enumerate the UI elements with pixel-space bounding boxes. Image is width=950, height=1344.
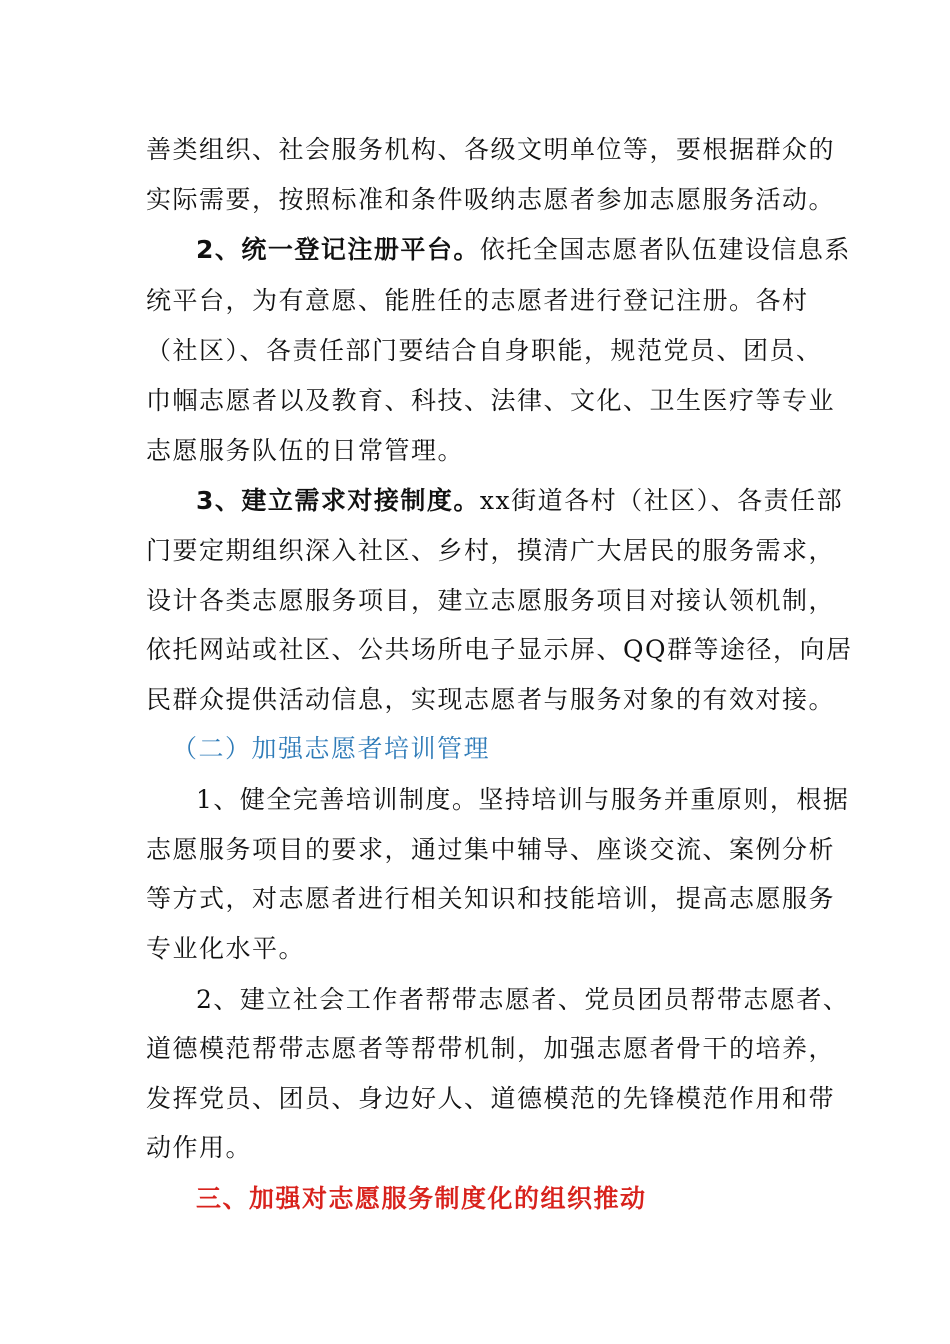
subheading: （二）加强志愿者培训管理 xyxy=(172,734,491,763)
paragraph-line: 志愿服务队伍的日常管理。 xyxy=(146,436,465,465)
paragraph-line: 动作用。 xyxy=(146,1133,253,1162)
paragraph-line: 道德模范帮带志愿者等帮带机制，加强志愿者骨干的培养， xyxy=(146,1034,836,1063)
paragraph-line xyxy=(196,486,843,516)
item-text: xx街道各村（社区）、各责任部 xyxy=(479,486,844,515)
section-heading: 三、加强对志愿服务制度化的组织推动 xyxy=(196,1184,647,1213)
paragraph-line: 1、健全完善培训制度。坚持培训与服务并重原则，根据 xyxy=(196,785,850,814)
paragraph-line: 民群众提供活动信息，实现志愿者与服务对象的有效对接。 xyxy=(146,685,836,714)
item-title: 2、统一登记注册平台。 xyxy=(196,235,480,264)
paragraph-line: 统平台，为有意愿、能胜任的志愿者进行登记注册。各村 xyxy=(146,286,809,315)
paragraph-line: （社区）、各责任部门要结合自身职能，规范党员、团员、 xyxy=(146,336,823,365)
paragraph-line: 善类组织、社会服务机构、各级文明单位等，要根据群众的 xyxy=(146,135,836,164)
paragraph-line: 依托网站或社区、公共场所电子显示屏、QQ群等途径，向居 xyxy=(146,635,853,664)
item-title: 3、建立需求对接制度。 xyxy=(196,486,480,515)
paragraph-line xyxy=(196,235,851,265)
paragraph-line: 巾帼志愿者以及教育、科技、法律、文化、卫生医疗等专业 xyxy=(146,386,836,415)
item-text: 依托全国志愿者队伍建设信息系 xyxy=(479,235,851,264)
paragraph-line: 实际需要，按照标准和条件吸纳志愿者参加志愿服务活动。 xyxy=(146,185,836,214)
paragraph-line: 等方式，对志愿者进行相关知识和技能培训，提高志愿服务 xyxy=(146,884,836,913)
paragraph-line: 志愿服务项目的要求，通过集中辅导、座谈交流、案例分析 xyxy=(146,835,836,864)
paragraph-line: 发挥党员、团员、身边好人、道德模范的先锋模范作用和带 xyxy=(146,1084,836,1113)
paragraph-line: 门要定期组织深入社区、乡村，摸清广大居民的服务需求， xyxy=(146,536,836,565)
paragraph-line: 设计各类志愿服务项目，建立志愿服务项目对接认领机制， xyxy=(146,586,836,615)
paragraph-line: 专业化水平。 xyxy=(146,934,306,963)
paragraph-line: 2、建立社会工作者帮带志愿者、党员团员帮带志愿者、 xyxy=(196,985,850,1014)
